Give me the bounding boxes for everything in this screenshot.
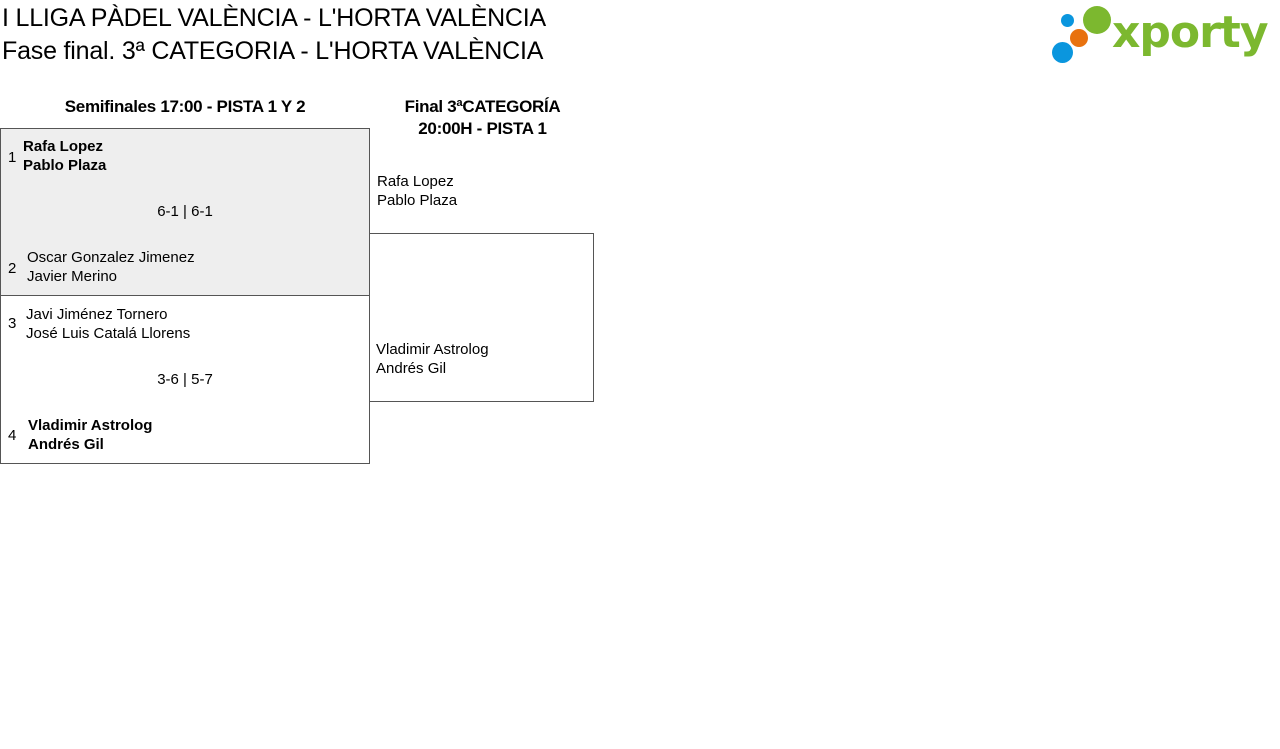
team-seed: 4 <box>8 427 17 444</box>
team-seed: 1 <box>8 149 17 166</box>
semifinal-round-header: Semifinales 17:00 - PISTA 1 Y 2 <box>64 97 306 116</box>
player-name: Javi Jiménez Tornero <box>26 306 168 323</box>
final-team-top <box>377 172 457 210</box>
logo-orange-dot-icon <box>1070 29 1088 47</box>
player-name: Rafa Lopez <box>23 138 104 155</box>
team-3-names <box>26 305 190 343</box>
player-name: Pablo Plaza <box>377 192 458 209</box>
logo-blue-dot-icon <box>1061 14 1074 27</box>
final-round-time: 20:00H - PISTA 1 <box>418 119 547 138</box>
team-seed: 2 <box>8 260 17 277</box>
team-2-names <box>27 248 195 286</box>
final-round-title: Final 3ªCATEGORÍA <box>404 97 561 116</box>
player-name: Andrés Gil <box>376 360 447 377</box>
final-match[interactable] <box>369 233 594 402</box>
final-team-bottom <box>376 340 489 378</box>
player-name: José Luis Catalá Llorens <box>26 325 191 342</box>
match-score: 6-1 | 6-1 <box>157 203 213 220</box>
player-name: Andrés Gil <box>28 436 104 453</box>
logo-blue-big-dot-icon <box>1052 42 1073 63</box>
player-name: Oscar Gonzalez Jimenez <box>27 249 195 266</box>
xporty-logo[interactable] <box>1050 4 1276 66</box>
player-name: Javier Merino <box>27 268 118 285</box>
player-name: Rafa Lopez <box>377 173 454 190</box>
match-score: 3-6 | 5-7 <box>157 371 213 388</box>
final-round-header <box>370 96 595 140</box>
team-1-names <box>23 137 106 175</box>
semifinal-match-2[interactable] <box>0 295 370 464</box>
player-name: Pablo Plaza <box>23 157 107 174</box>
team-seed: 3 <box>8 315 17 332</box>
player-name: Vladimir Astrolog <box>28 417 153 434</box>
team-4-names <box>28 416 152 454</box>
page-subtitle: Fase final. 3ª CATEGORIA - L'HORTA VALÈNCIA <box>2 37 544 65</box>
logo-wordmark: xporty <box>1112 7 1268 58</box>
semifinal-match-1[interactable] <box>0 128 370 296</box>
logo-green-dot-icon <box>1083 6 1111 34</box>
page-title: I LLIGA PÀDEL VALÈNCIA - L'HORTA VALÈNCIA <box>2 4 547 32</box>
player-name: Vladimir Astrolog <box>376 341 489 358</box>
